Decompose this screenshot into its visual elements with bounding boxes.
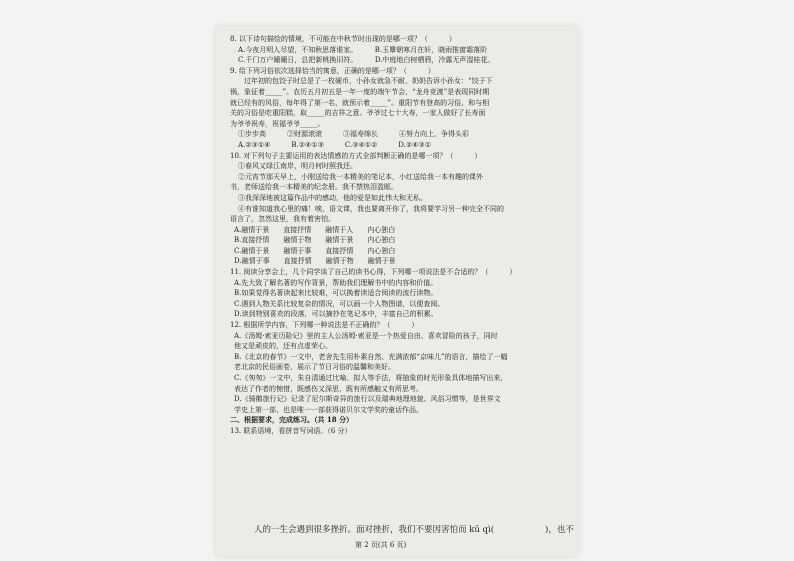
q12-option-b-1: B.《北京的春节》一文中，老舍先生用朴素自然、充满浓郁“京味儿”的语言，描绘了一幅 (234, 352, 508, 361)
q13-stem: 13. 联系语境，看拼音写词语。（6 分） (230, 426, 352, 435)
q9-passage-line-5: 为爷爷祝寿，祝福爷爷_____。 (230, 119, 325, 128)
q9-stem: 9. 给下列习俗依次选择恰当的寓意，正确的是哪一项？（ ） (230, 66, 435, 75)
q9-passage-line-2: 锅，象征着_____”。农历五月初五是一年一度的端午节会，“龙舟竞渡”是表现同时期 (230, 87, 490, 96)
q11-option-d: D.读到特别喜欢的段落，可以摘抄在笔记本中，丰富自己的积累。 (234, 310, 438, 319)
q10-option-a: A.融情于景 直接抒情 融情于人 内心独白 (234, 225, 396, 234)
q11-option-c: C.遇到人物关系比较复杂的情况，可以画一个人物图谱，以便查阅。 (234, 299, 445, 308)
q10-option-b: B.直接抒情 融情于物 融情于景 内心独白 (234, 236, 396, 245)
q9-passage-line-3: 就已经有的风俗，每年得了第一名，就预示着_____”。重阳节有登高的习俗，和与相 (230, 98, 490, 107)
q13-passage: 人的一生会遇到很多挫折。面对挫折，我们不要因害怕而 kū qì( )，也不 (254, 525, 574, 535)
q12-option-b-2: 老北京的民俗画卷，展示了节日习俗的温馨和美好。 (234, 363, 395, 372)
exam-content (230, 34, 570, 437)
q11-stem: 11. 阅读分享会上，几个同学谈了自己的读书心得，下列哪一项说法是不合适的？（ ） (230, 268, 517, 277)
q12-option-d-1: D.《骑鹅旅行记》记录了尼尔斯奇异的旅行以及瑞典地理地貌、风俗习惯等，是世界文 (234, 395, 501, 404)
section-2-title: 二、根据要求，完成练习。（共 18 分） (230, 415, 354, 425)
page-footer: 第 2 页(共 6 页) (355, 541, 407, 549)
q9-passage-line-4: 关的习俗是吃重阳糕，取_____的吉祥之意。爷爷过七十大寿，一家人做好了长寿面 (230, 109, 486, 118)
q12-option-c-2: 表达了作者的惋惜，既感伤又深思，既有所感触又有所思考。 (234, 384, 423, 393)
q9-choices: ①步步高 ②财源滚滚 ③福寿绵长 ④努力向上，争得头彩 (238, 130, 469, 139)
q10-stem: 10. 对下列句子主要运用的表达情感的方式全部判断正确的是哪一项？（ ） (230, 151, 482, 160)
q10-sentence-4a: ④有谁知道我心里的痛！唉，语文课，我也要离开你了，我将要学习另一种完全不同的 (238, 204, 504, 213)
q9-answers: A.②③①④ B.②④①③ C.③④①② D.②④③① (238, 140, 431, 149)
q12-option-a-1: A.《汤姆·索亚历险记》里的主人公汤姆·索亚是一个热爱自由、喜欢冒险的孩子，同时 (234, 331, 498, 340)
q10-option-d: D.融情于事 直接抒情 融情于物 融情于景 (234, 257, 396, 266)
q8-options-ab: A.今夜月明人尽望，不知秋思落谁家。 B.玉簟朝寒月在轩，晓雨推窗霜落阶 (238, 45, 488, 54)
q12-option-a-2: 他又是顽皮的，还有点虚荣心。 (234, 342, 332, 351)
q12-stem: 12. 根据所学内容，下列哪一种说法是不正确的？（ ） (230, 321, 419, 330)
q10-sentence-3: ③我深深地被这篇作品中的感动，他的爱是如此伟大和无私。 (238, 193, 427, 202)
q11-option-a: A.先大致了解名著的写作背景，帮助我们理解书中的内容和价值。 (234, 278, 438, 287)
q10-option-c: C.融情于景 融情于事 直接抒情 内心独白 (234, 246, 396, 255)
q8-stem: 8. 以下诗句描绘的情境，不可能在中秋节时出现的是哪一项？（ ） (230, 35, 456, 43)
q9-passage-line-1: 过年初的包饺子时总是了一枚硬币，小孙女就急不耐，奶奶告诉小孙女：“饺子下 (244, 77, 493, 86)
q10-sentence-1: ①春风又绿江南岸，明月何时照我还。 (238, 162, 357, 171)
q10-sentence-2a: ②元宵节那天早上，小刚送给我一本精美的笔记本，小红送给我一本有趣的课外 (238, 172, 483, 181)
q10-sentence-4b: 语言了，忽然这里，我有着害怕。 (230, 215, 335, 224)
q8-options-cd: C.千门万户曈曈日，总把新桃换旧符。 D.中庭地白树栖鸦，冷露无声湿桂花。 (238, 56, 495, 65)
q11-option-b: B.如果觉得名著读起来比较难，可以换着读适合阅读的流行读物。 (234, 289, 438, 298)
q12-option-d-2: 学史上第一部，也是唯一一部获得诺贝尔文学奖的童话作品。 (234, 405, 423, 414)
q12-option-c-1: C.《匆匆》一文中，朱自清通过比喻、拟人等手法，将抽象的时光形象具体地描写出来， (234, 374, 508, 382)
q10-sentence-2b: 书，老师送给我一本精美的纪念册。我不禁热泪盈眶。 (230, 183, 398, 192)
